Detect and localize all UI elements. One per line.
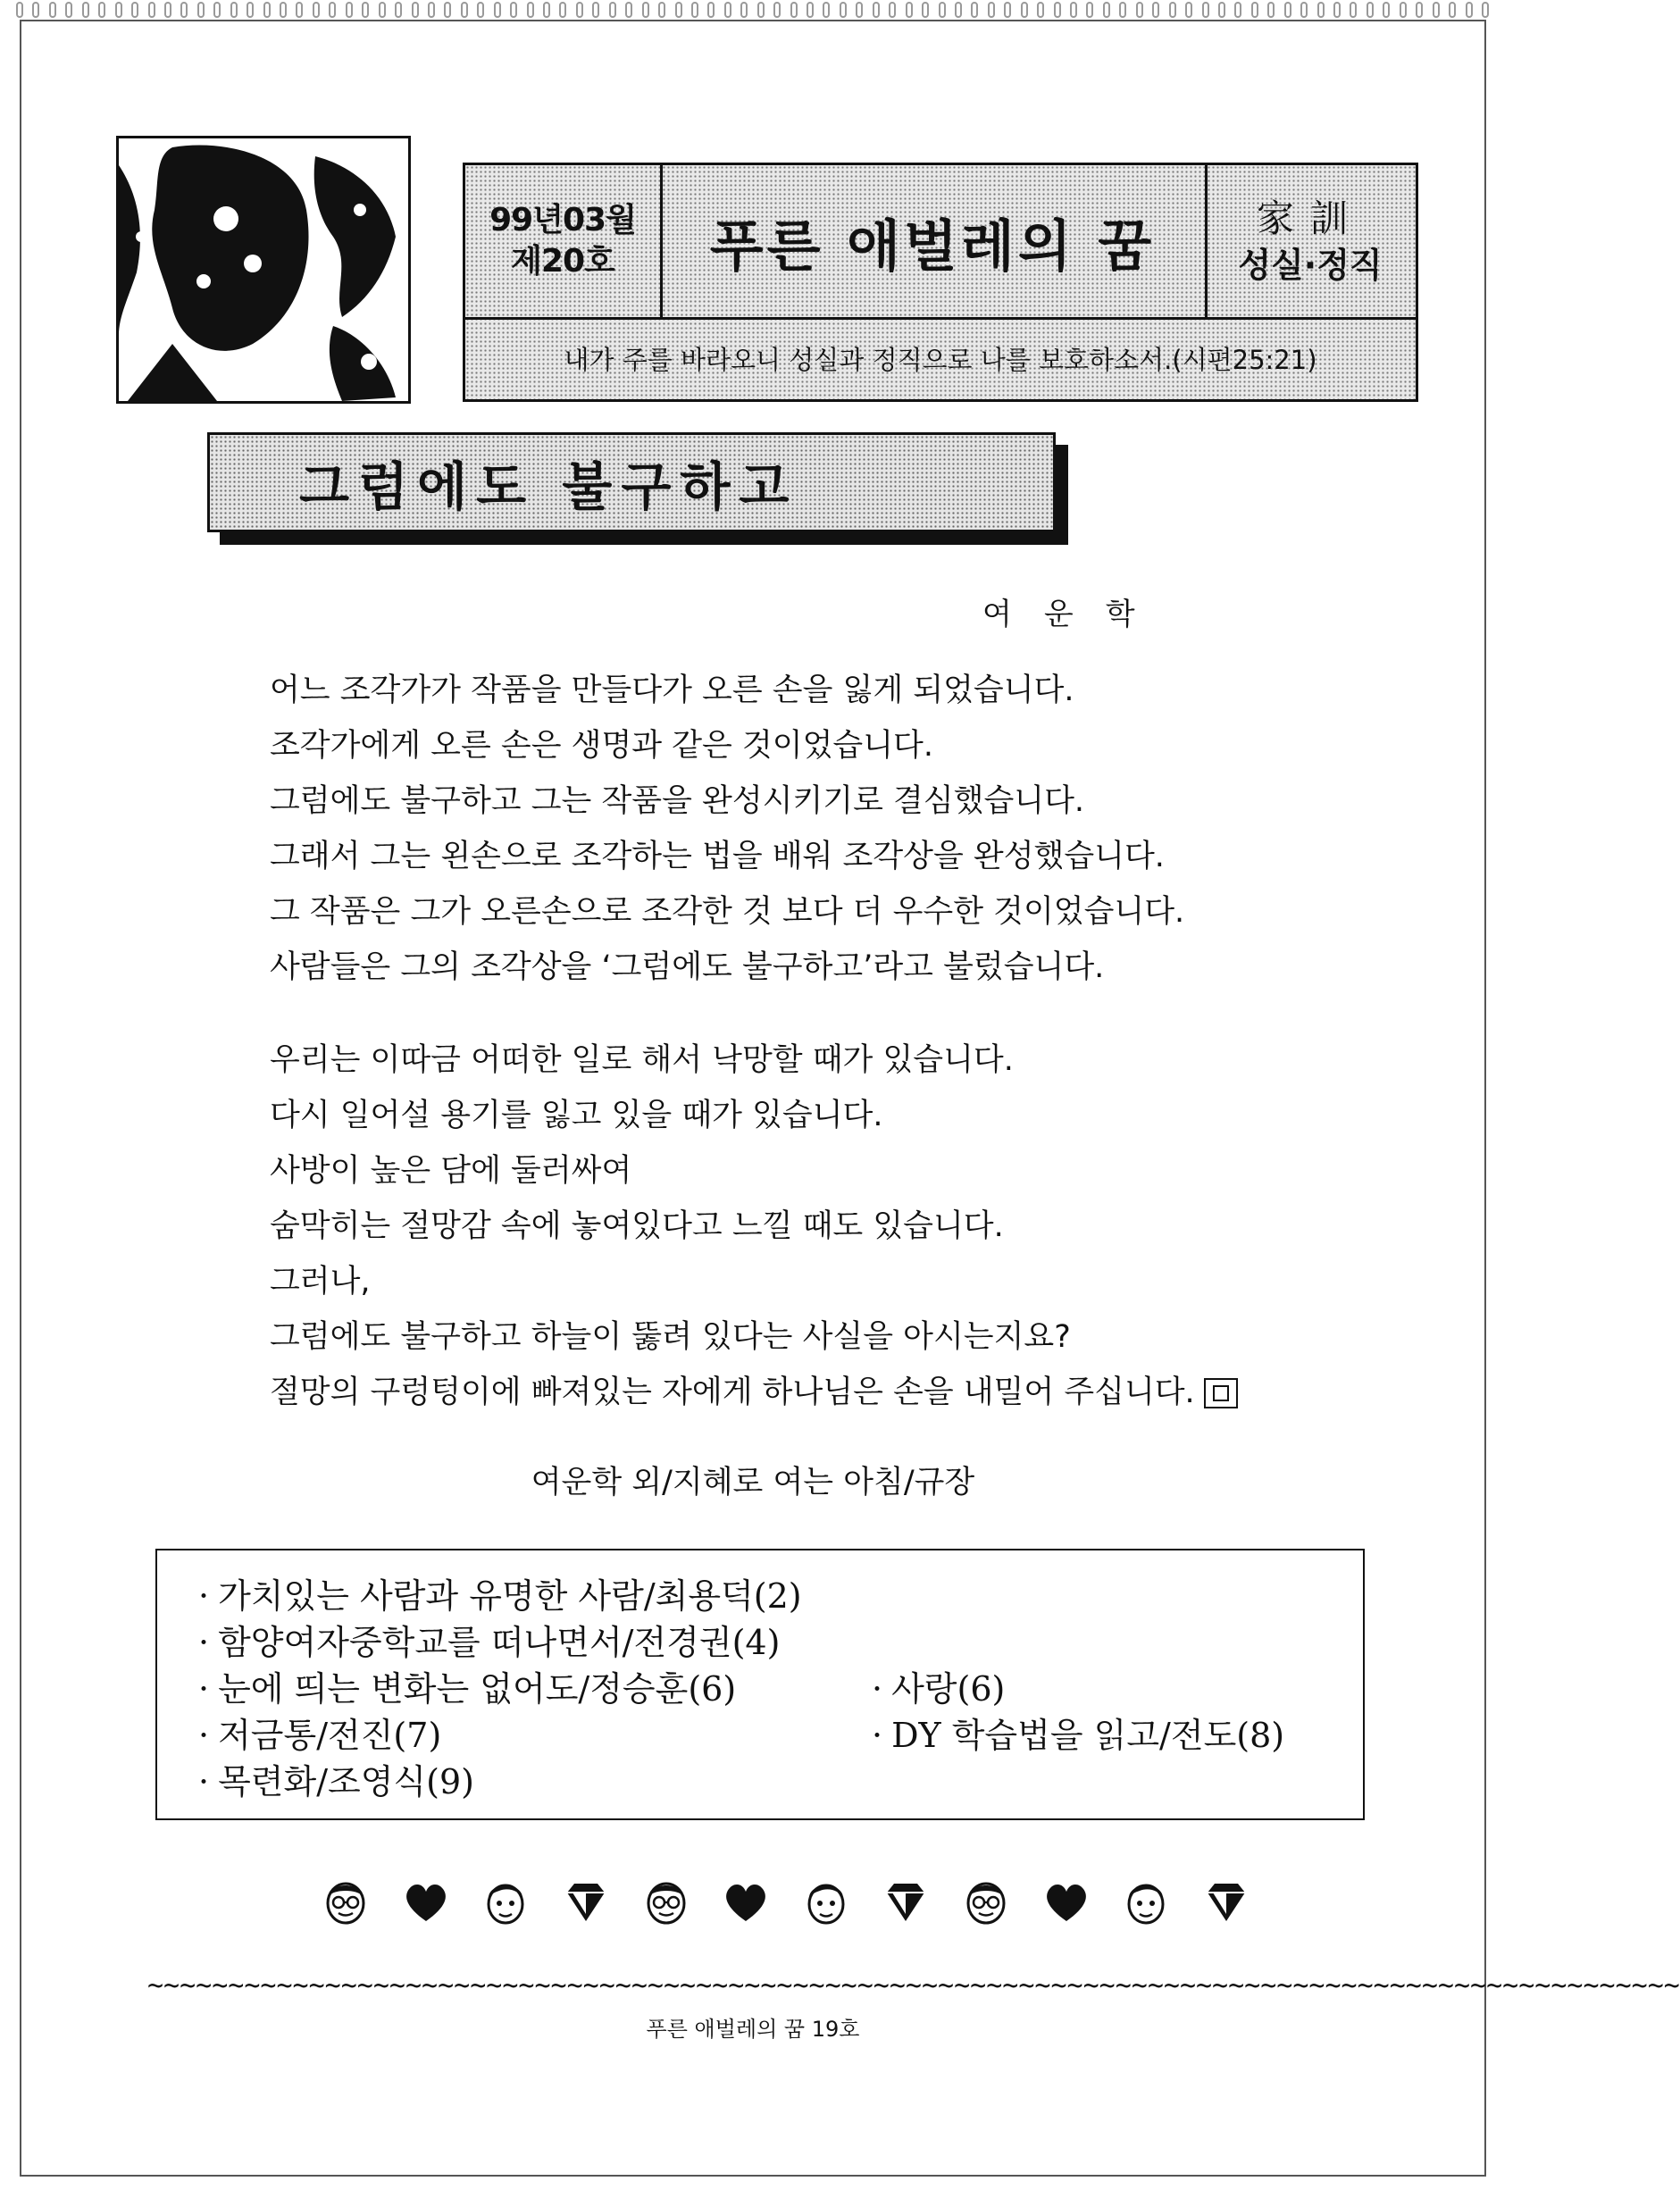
spiral-ring xyxy=(1482,2,1489,18)
spiral-ring xyxy=(1202,2,1209,18)
spiral-ring xyxy=(1185,2,1192,18)
spiral-ring xyxy=(1416,2,1423,18)
spiral-ring xyxy=(856,2,863,18)
contents-item-label: 사랑(6) xyxy=(891,1669,1006,1709)
body-line: 사방이 높은 담에 둘러싸여 xyxy=(270,1153,632,1189)
spiral-ring xyxy=(65,2,72,18)
spiral-ring xyxy=(1136,2,1143,18)
newsletter-title-cell xyxy=(660,165,1208,317)
spiral-ring xyxy=(1333,2,1341,18)
face-icon xyxy=(802,1878,850,1926)
spiral-ring xyxy=(247,2,254,18)
contents-item-label: 눈에 띄는 변화는 없어도/정승훈(6) xyxy=(218,1669,737,1709)
spiral-ring xyxy=(461,2,468,18)
spiral-ring xyxy=(1300,2,1308,18)
spiral-ring xyxy=(1169,2,1176,18)
spiral-ring xyxy=(757,2,765,18)
spiral-ring xyxy=(1086,2,1093,18)
spiral-ring xyxy=(1433,2,1440,18)
page-footer: 푸른 애벌레의 꿈 19호 xyxy=(646,2017,860,2042)
spiral-ring xyxy=(691,2,698,18)
contents-item[interactable] xyxy=(198,1754,474,1803)
family-motto-cell xyxy=(1205,165,1416,317)
spiral-ring xyxy=(1466,2,1473,18)
spiral-ring xyxy=(131,2,138,18)
spiral-ring xyxy=(609,2,616,18)
body-line: 그래서 그는 왼손으로 조각하는 법을 배워 조각상을 완성했습니다. xyxy=(270,839,1165,874)
body-line: 우리는 이따금 어떠한 일로 해서 낙망할 때가 있습니다. xyxy=(270,1042,1014,1078)
contents-item-label: 저금통/전진(7) xyxy=(218,1716,442,1755)
spiral-ring xyxy=(164,2,171,18)
contents-item-label: 가치있는 사람과 유명한 사람/최용덕(2) xyxy=(218,1576,802,1616)
heart-icon xyxy=(1042,1878,1091,1926)
spiral-ring xyxy=(675,2,682,18)
spiral-ring xyxy=(16,2,23,18)
spiral-ring xyxy=(642,2,649,18)
spiral-ring xyxy=(1317,2,1325,18)
spiral-ring xyxy=(724,2,731,18)
spiral-ring xyxy=(1152,2,1159,18)
contents-box xyxy=(155,1549,1365,1820)
spiral-ring xyxy=(1021,2,1028,18)
face-icon xyxy=(481,1878,530,1926)
spiral-ring xyxy=(592,2,599,18)
paragraph-gap xyxy=(270,995,1422,1032)
heart-icon xyxy=(722,1878,770,1926)
spiral-ring xyxy=(494,2,501,18)
spiral-ring xyxy=(889,2,896,18)
spiral-ring xyxy=(180,2,188,18)
issue-date: 99년03월 xyxy=(489,202,636,238)
body-line: 어느 조각가가 작품을 만들다가 오른 손을 잃게 되었습니다. xyxy=(270,673,1074,708)
spiral-ring xyxy=(527,2,534,18)
spiral-ring xyxy=(115,2,122,18)
spiral-ring xyxy=(625,2,632,18)
article-author: 여운학 xyxy=(982,597,1167,632)
bullet: · xyxy=(198,1623,210,1662)
contents-item[interactable] xyxy=(872,1708,1284,1757)
spiral-ring xyxy=(1119,2,1126,18)
spiral-ring xyxy=(296,2,303,18)
spiral-ring xyxy=(922,2,929,18)
contents-item[interactable] xyxy=(198,1615,780,1664)
body-line: 그럼에도 불구하고 그는 작품을 완성시키기로 결심했습니다. xyxy=(270,783,1085,819)
logo-graphic xyxy=(119,138,408,401)
spiral-ring xyxy=(1350,2,1357,18)
spiral-ring xyxy=(1054,2,1061,18)
body-line-text: 절망의 구렁텅이에 빠져있는 자에게 하나님은 손을 내밀어 주십니다. xyxy=(270,1375,1195,1410)
spiral-ring xyxy=(313,2,320,18)
spiral-ring xyxy=(906,2,913,18)
gem-icon xyxy=(882,1878,930,1926)
spiral-ring xyxy=(1070,2,1077,18)
spiral-ring xyxy=(148,2,155,18)
spiral-ring xyxy=(707,2,715,18)
bullet: · xyxy=(198,1762,210,1801)
spiral-ring xyxy=(477,2,484,18)
face-glasses-icon xyxy=(322,1878,370,1926)
bullet: · xyxy=(198,1716,210,1755)
spiral-ring xyxy=(444,2,451,18)
spiral-ring xyxy=(773,2,781,18)
spiral-ring xyxy=(658,2,665,18)
spiral-ring xyxy=(1383,2,1390,18)
gem-icon xyxy=(562,1878,610,1926)
tilde-divider: ~~~~~~~~~~~~~~~~~~~~~~~~~~~~~~~~~~~~~~~~~~~~~~~~~~~~~~~~~~~~~~~~~~~~~~~~~~~~~~~~~~~~~~~~~~~~~~~ xyxy=(147,1970,1680,2002)
face-glasses-icon xyxy=(962,1878,1010,1926)
article-body xyxy=(270,663,1422,1420)
face-glasses-icon xyxy=(642,1878,690,1926)
spiral-ring xyxy=(740,2,748,18)
spiral-ring xyxy=(82,2,89,18)
spiral-ring xyxy=(559,2,566,18)
contents-item[interactable] xyxy=(198,1568,802,1617)
motto-heading: 家訓 xyxy=(1256,196,1364,240)
masthead xyxy=(463,163,1418,402)
issue-number: 제20호 xyxy=(511,243,614,280)
motto-text: 성실·정직 xyxy=(1238,246,1383,285)
article-source: 여운학 외/지혜로 여는 아침/규장 xyxy=(531,1465,975,1500)
body-line-last xyxy=(270,1365,1422,1420)
newsletter-title: 푸른 애벌레의 꿈 xyxy=(709,213,1156,279)
spiral-ring xyxy=(576,2,583,18)
body-line: 다시 일어설 용기를 잃고 있을 때가 있습니다. xyxy=(270,1098,883,1133)
spiral-ring xyxy=(379,2,386,18)
spiral-ring xyxy=(32,2,39,18)
spiral-ring xyxy=(98,2,105,18)
spiral-ring xyxy=(49,2,56,18)
spiral-ring xyxy=(395,2,402,18)
contents-item-label: DY 학습법을 읽고/전도(8) xyxy=(891,1716,1285,1755)
spiral-ring xyxy=(230,2,238,18)
spiral-ring xyxy=(1234,2,1241,18)
masthead-row xyxy=(465,165,1416,320)
end-mark-icon xyxy=(1204,1378,1238,1408)
spiral-ring xyxy=(346,2,353,18)
contents-item[interactable] xyxy=(872,1661,1005,1710)
gem-icon xyxy=(1202,1878,1250,1926)
spiral-ring xyxy=(823,2,830,18)
bullet: · xyxy=(198,1576,210,1616)
body-line: 사람들은 그의 조각상을 ‘그럼에도 불구하고’라고 불렀습니다. xyxy=(270,949,1105,985)
spiral-ring xyxy=(988,2,995,18)
bible-verse: 내가 주를 바라오니 성실과 정직으로 나를 보호하소서.(시편25:21) xyxy=(564,344,1317,375)
body-line: 그 작품은 그가 오른손으로 조각한 것 보다 더 우수한 것이었습니다. xyxy=(270,894,1185,930)
spiral-ring xyxy=(939,2,946,18)
bullet: · xyxy=(872,1716,883,1755)
issue-cell xyxy=(465,165,663,317)
spiral-ring xyxy=(1267,2,1275,18)
spiral-ring xyxy=(428,2,435,18)
spiral-ring xyxy=(1251,2,1258,18)
spiral-ring xyxy=(1400,2,1407,18)
spiral-ring xyxy=(971,2,978,18)
contents-item[interactable] xyxy=(198,1708,441,1757)
bullet: · xyxy=(198,1669,210,1709)
spiral-ring xyxy=(807,2,814,18)
spiral-binding xyxy=(0,0,1506,21)
spiral-ring xyxy=(329,2,336,18)
spiral-ring xyxy=(1367,2,1374,18)
spiral-ring xyxy=(362,2,369,18)
contents-item-label: 목련화/조영식(9) xyxy=(218,1762,474,1801)
spiral-ring xyxy=(1103,2,1110,18)
spiral-ring xyxy=(412,2,419,18)
spiral-ring xyxy=(213,2,221,18)
spiral-ring xyxy=(1037,2,1044,18)
spiral-ring xyxy=(1284,2,1291,18)
face-icon xyxy=(1122,1878,1170,1926)
decorative-icon-row xyxy=(322,1872,1250,1933)
spiral-ring xyxy=(263,2,271,18)
contents-item[interactable] xyxy=(198,1661,736,1710)
article-title: 그럼에도 불구하고 xyxy=(299,456,798,517)
spiral-ring xyxy=(197,2,205,18)
heart-icon xyxy=(402,1878,450,1926)
body-line: 숨막히는 절망감 속에 놓여있다고 느낄 때도 있습니다. xyxy=(270,1208,1004,1244)
spiral-ring xyxy=(1218,2,1225,18)
body-line: 그러나, xyxy=(270,1264,371,1300)
body-line: 조각가에게 오른 손은 생명과 같은 것이었습니다. xyxy=(270,728,933,764)
spiral-ring xyxy=(510,2,517,18)
spiral-ring xyxy=(873,2,880,18)
spiral-ring xyxy=(543,2,550,18)
spiral-ring xyxy=(1004,2,1011,18)
spiral-ring xyxy=(1449,2,1456,18)
bullet: · xyxy=(872,1669,883,1709)
spiral-ring xyxy=(955,2,962,18)
spiral-ring xyxy=(840,2,847,18)
spiral-ring xyxy=(280,2,287,18)
body-line: 그럼에도 불구하고 하늘이 뚫려 있다는 사실을 아시는지요? xyxy=(270,1319,1071,1355)
contents-item-label: 함양여자중학교를 떠나면서/전경권(4) xyxy=(218,1623,781,1662)
logo-woodcut xyxy=(116,136,411,404)
article-title-banner xyxy=(207,432,1056,532)
spiral-ring xyxy=(790,2,798,18)
